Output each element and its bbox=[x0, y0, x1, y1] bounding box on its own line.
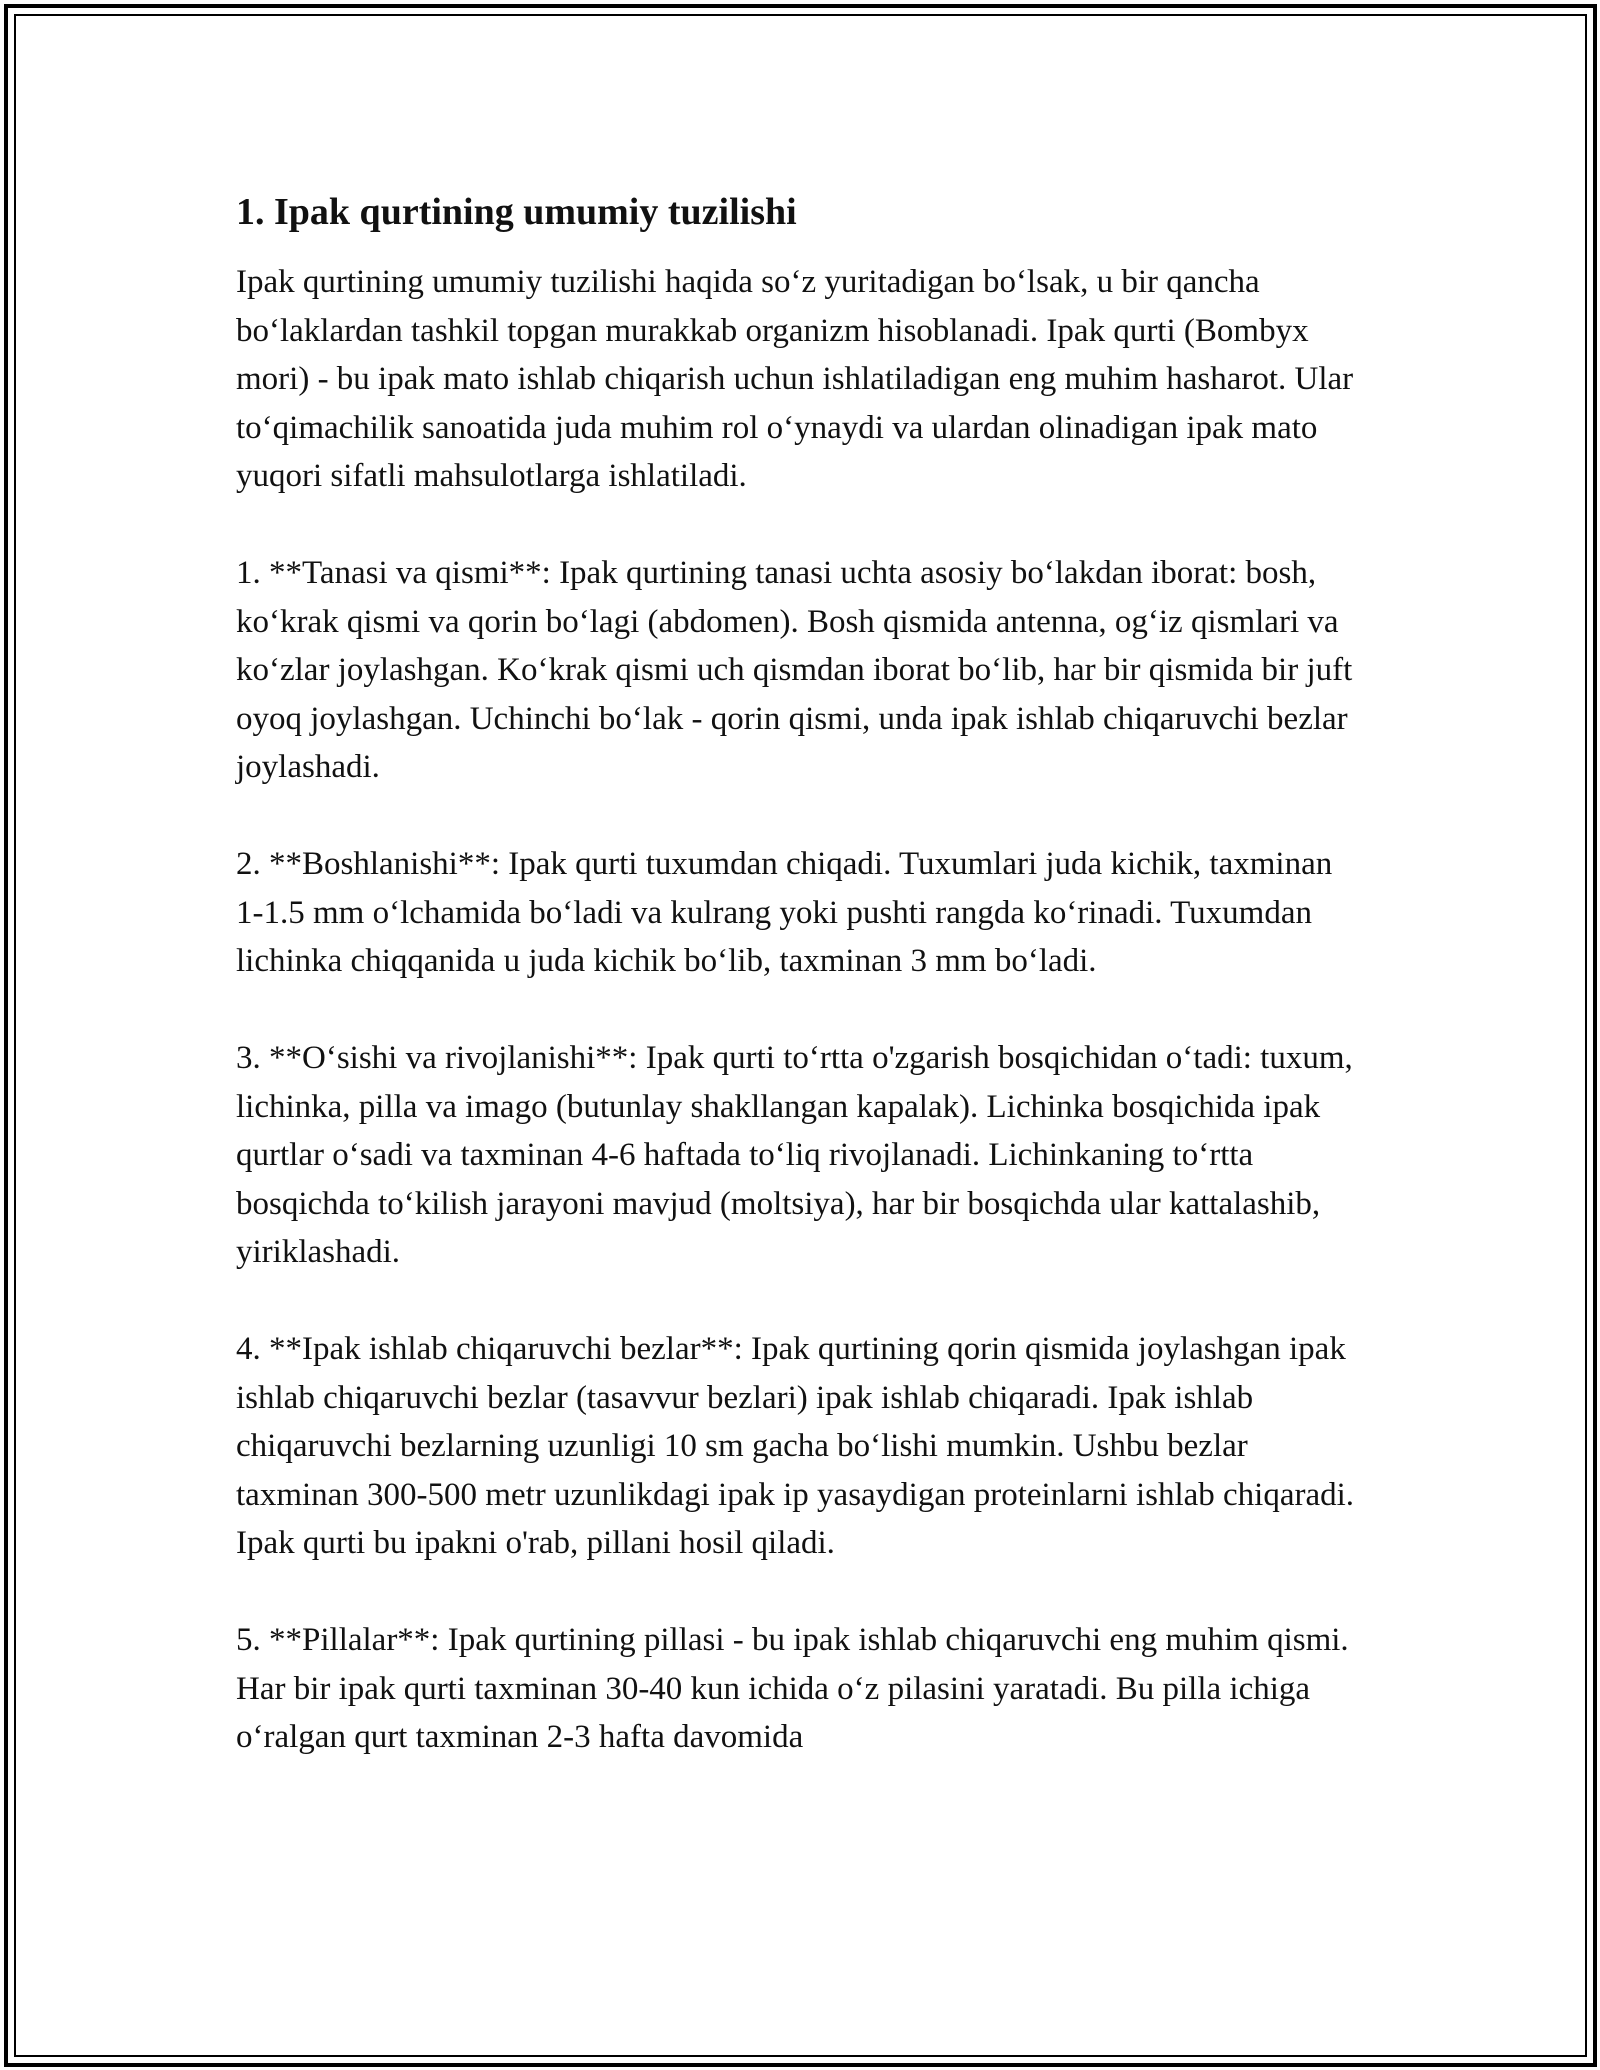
paragraph-body-parts: 1. **Tanasi va qismi**: Ipak qurtining tanasi uchta asosiy bo‘lakdan iborat: bosh, ko‘krak qismi va qorin bo‘lagi (abdomen). Bosh qismida antenna, og‘iz qismlari va ko‘zlar joylashgan. Ko‘krak qismi uch qismdan iborat bo‘lib, har bir qismida bir juft oyoq joylashgan. Uchinchi bo‘lak - qorin qismi, unda ipak ishlab chiqaruvchi bezlar joylashadi. bbox=[236, 555, 1353, 785]
intro-paragraph: Ipak qurtining umumiy tuzilishi haqida so‘z yuritadigan bo‘lsak, u bir qancha bo‘laklardan tashkil topgan murakkab organizm hisoblanadi. Ipak qurti (Bombyx mori) - bu ipak mato ishlab chiqarish uchun ishlatiladigan eng muhim hasharot. Ular to‘qimachilik sanoatida juda muhim rol o‘ynaydi va ulardan olinadigan ipak mato yuqori sifatli mahsulotlarga ishlatiladi. bbox=[236, 264, 1354, 494]
paragraph-beginning: 2. **Boshlanishi**: Ipak qurti tuxumdan chiqadi. Tuxumlari juda kichik, taxminan 1-1.5 mm o‘lchamida bo‘ladi va kulrang yoki pushti rangda ko‘rinadi. Tuxumdan lichinka chiqqanida u juda kichik bo‘lib, taxminan 3 mm bo‘ladi. bbox=[236, 846, 1333, 979]
paragraph-growth: 3. **O‘sishi va rivojlanishi**: Ipak qurti to‘rtta o'zgarish bosqichidan o‘tadi: tuxum, lichinka, pilla va imago (butunlay shakllangan kapalak). Lichinka bosqichida ipak qurtlar o‘sadi va taxminan 4-6 haftada to‘liq rivojlanadi. Lichinkaning to‘rtta bosqichda to‘kilish jarayoni mavjud (moltsiya), har bir bosqichda ular kattalashib, yiriklashadi. bbox=[236, 1040, 1353, 1270]
section-title: 1. Ipak qurtining umumiy tuzilishi bbox=[236, 191, 797, 233]
document-body bbox=[236, 188, 1366, 1810]
paragraph-cocoons: 5. **Pillalar**: Ipak qurtining pillasi - bu ipak ishlab chiqaruvchi eng muhim qismi. Har bir ipak qurti taxminan 30-40 kun ichida o‘z pilasini yaratadi. Bu pilla ichiga o‘ralgan qurt taxminan 2-3 hafta davomida bbox=[236, 1622, 1349, 1755]
paragraph-silk-glands: 4. **Ipak ishlab chiqaruvchi bezlar**: Ipak qurtining qorin qismida joylashgan ipak ishlab chiqaruvchi bezlar (tasavvur bezlari) ipak ishlab chiqaradi. Ipak ishlab chiqaruvchi bezlarning uzunligi 10 sm gacha bo‘lishi mumkin. Ushbu bezlar taxminan 300-500 metr uzunlikdagi ipak ip yasaydigan proteinlarni ishlab chiqaradi. Ipak qurti bu ipakni o'rab, pillani hosil qiladi. bbox=[236, 1331, 1355, 1561]
